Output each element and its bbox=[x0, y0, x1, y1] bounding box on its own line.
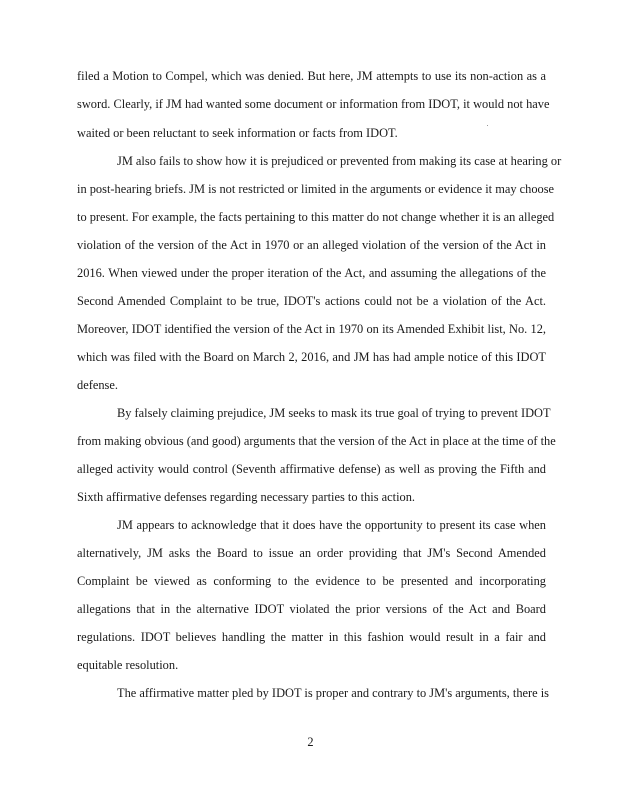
text-line: from making obvious (and good) arguments that the version of the Act in place at the time of the bbox=[77, 434, 556, 448]
page-number: 2 bbox=[307, 735, 314, 749]
paragraph-first-line: JM also fails to show how it is prejudiced or prevented from making its case at hearing or bbox=[117, 154, 562, 168]
scan-speck bbox=[487, 125, 488, 126]
paragraph-first-line: By falsely claiming prejudice, JM seeks to mask its true goal of trying to prevent IDOT bbox=[117, 406, 551, 420]
text-line: Sixth affirmative defenses regarding necessary parties to this action. bbox=[77, 490, 415, 504]
text-line: alleged activity would control (Seventh affirmative defense) as well as proving the Fifth and bbox=[77, 462, 546, 476]
text-line: filed a Motion to Compel, which was denied. But here, JM attempts to use its non-action as a bbox=[77, 69, 546, 83]
text-line: regulations. IDOT believes handling the matter in this fashion would result in a fair and bbox=[77, 630, 546, 644]
text-line: waited or been reluctant to seek information or facts from IDOT. bbox=[77, 126, 398, 140]
paragraph-first-line: JM appears to acknowledge that it does have the opportunity to present its case when bbox=[117, 518, 546, 532]
text-line: violation of the version of the Act in 1970 or an alleged violation of the version of the Act in bbox=[77, 238, 546, 252]
text-line: alternatively, JM asks the Board to issue an order providing that JM's Second Amended bbox=[77, 546, 546, 560]
text-line: equitable resolution. bbox=[77, 658, 179, 672]
text-line: allegations that in the alternative IDOT violated the prior versions of the Act and Board bbox=[77, 602, 546, 616]
text-line: Moreover, IDOT identified the version of the Act in 1970 on its Amended Exhibit list, No. 12, bbox=[77, 322, 546, 336]
text-line: sword. Clearly, if JM had wanted some document or information from IDOT, it would not have bbox=[77, 97, 550, 111]
text-line: defense. bbox=[77, 378, 118, 392]
text-line: which was filed with the Board on March 2, 2016, and JM has had ample notice of this IDOT bbox=[77, 350, 546, 364]
paragraph-first-line: The affirmative matter pled by IDOT is proper and contrary to JM's arguments, there is bbox=[117, 686, 550, 700]
text-line: in post-hearing briefs. JM is not restricted or limited in the arguments or evidence it may choose bbox=[77, 182, 555, 196]
text-line: 2016. When viewed under the proper iteration of the Act, and assuming the allegations of the bbox=[77, 266, 546, 280]
text-line: to present. For example, the facts pertaining to this matter do not change whether it is an alleged bbox=[77, 210, 555, 224]
text-line: Second Amended Complaint to be true, IDOT's actions could not be a violation of the Act. bbox=[77, 294, 546, 308]
text-line: Complaint be viewed as conforming to the evidence to be presented and incorporating bbox=[77, 574, 546, 588]
